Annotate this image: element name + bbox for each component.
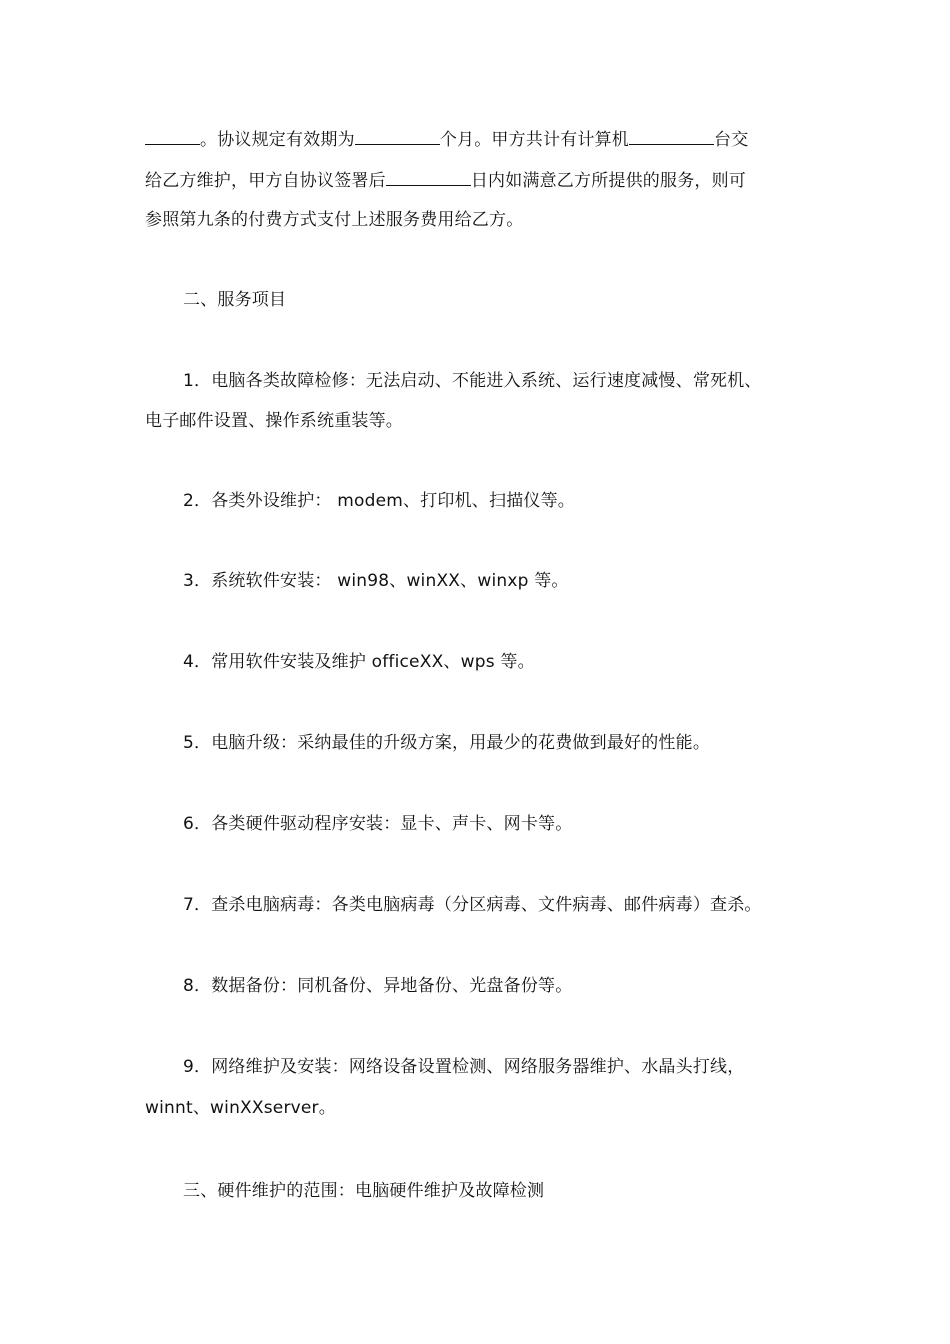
intro-line-2-text-a: 给乙方维护，甲方自协议签署后	[145, 171, 386, 191]
intro-line-1-text-a: 。协议规定有效期为	[200, 130, 355, 150]
section-heading-hardware-scope: 三、硬件维护的范围：电脑硬件维护及故障检测	[183, 1181, 545, 1201]
fill-blank	[629, 126, 714, 145]
fill-blank	[355, 126, 440, 145]
intro-line-1	[145, 126, 748, 152]
intro-line-3: 参照第九条的付费方式支付上述服务费用给乙方。	[145, 210, 524, 230]
service-item-9-continued: winnt、winXXserver。	[145, 1098, 336, 1118]
intro-line-2-text-b: 日内如满意乙方所提供的服务，则可	[470, 171, 747, 191]
fill-blank	[145, 126, 200, 145]
intro-line-1-text-c: 台交	[714, 130, 749, 150]
service-item-3: 3．系统软件安装： win98、winXX、winxp 等。	[183, 571, 569, 591]
service-item-9: 9．网络维护及安装：网络设备设置检测、网络服务器维护、水晶头打线，	[183, 1057, 745, 1077]
service-item-5: 5．电脑升级：采纳最佳的升级方案，用最少的花费做到最好的性能。	[183, 733, 711, 753]
service-item-8: 8．数据备份：同机备份、异地备份、光盘备份等。	[183, 976, 573, 996]
intro-line-2	[145, 167, 746, 193]
service-item-1: 1．电脑各类故障检修：无法启动、不能进入系统、运行速度减慢、常死机、	[183, 371, 762, 391]
service-item-2: 2．各类外设维护： modem、打印机、扫描仪等。	[183, 491, 575, 511]
service-item-6: 6．各类硬件驱动程序安装：显卡、声卡、网卡等。	[183, 814, 573, 834]
service-item-7: 7．查杀电脑病毒：各类电脑病毒（分区病毒、文件病毒、邮件病毒）查杀。	[183, 895, 762, 915]
fill-blank	[386, 167, 471, 186]
section-heading-services: 二、服务项目	[183, 290, 287, 310]
intro-line-1-text-b: 个月。甲方共计有计算机	[439, 130, 630, 150]
service-item-4: 4．常用软件安装及维护 officeXX、wps 等。	[183, 652, 535, 672]
service-item-1-continued: 电子邮件设置、操作系统重装等。	[145, 411, 403, 431]
